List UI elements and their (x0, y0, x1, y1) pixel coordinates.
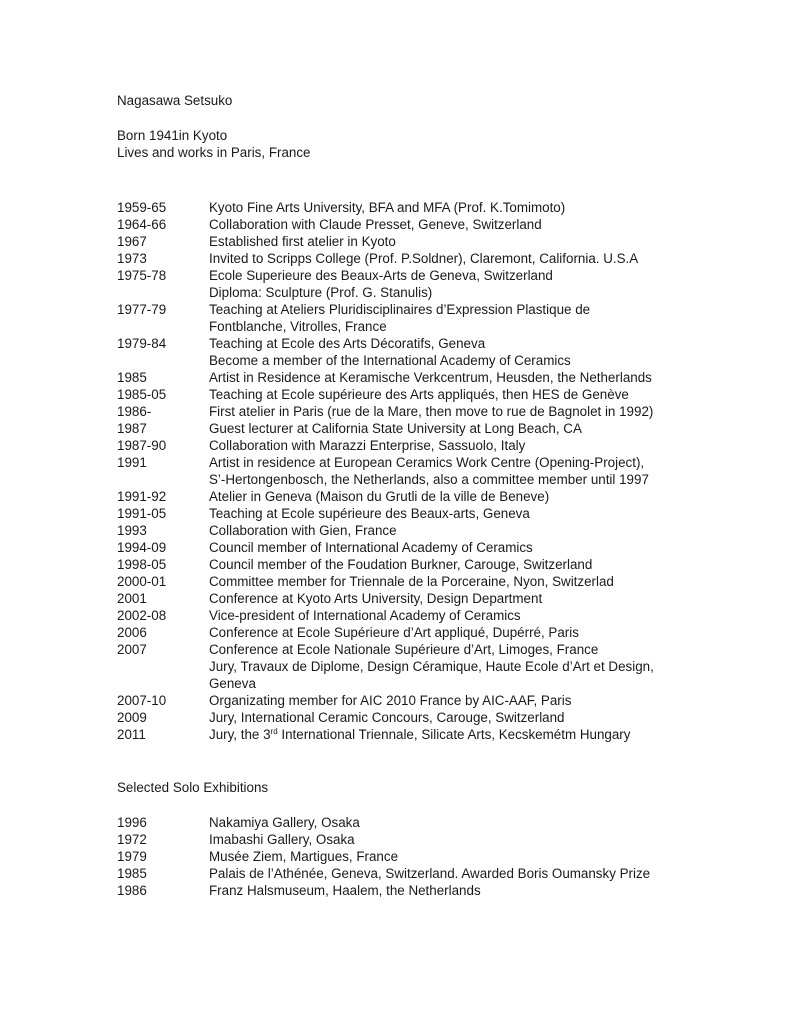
exhibition-year: 1986 (117, 883, 147, 898)
cv-text: Jury, the 3 (209, 727, 271, 742)
cv-year: 2001 (117, 591, 147, 606)
cv-year (117, 284, 209, 301)
bio-block (117, 127, 757, 161)
cv-entry (117, 556, 757, 573)
cv-description: Diploma: Sculpture (Prof. G. Stanulis) (209, 285, 433, 300)
cv-description: Teaching at Ateliers Pluridisciplinaires d’Expression Plastique de (209, 302, 591, 317)
cv-entry (117, 199, 757, 216)
cv-entry (117, 505, 757, 522)
exhibition-venue: Imabashi Gallery, Osaka (209, 832, 355, 847)
exhibition-venue: Palais de l’Athénée, Geneva, Switzerland. Awarded Boris Oumansky Prize (209, 866, 651, 881)
cv-year: 1987-90 (117, 438, 167, 453)
cv-entry (117, 590, 757, 607)
cv-entry-continuation (117, 675, 757, 692)
cv-entry (117, 522, 757, 539)
cv-list (117, 199, 757, 726)
cv-year: 2009 (117, 710, 147, 725)
cv-entry (117, 726, 757, 743)
cv-year: 1973 (117, 251, 147, 266)
artist-name: Nagasawa Setsuko (117, 93, 233, 108)
cv-entry-continuation (117, 284, 757, 301)
cv-entry-continuation (117, 352, 757, 369)
cv-description: S’-Hertongenbosch, the Netherlands, also a committee member until 1997 (209, 472, 649, 487)
cv-description: Guest lecturer at California State University at Long Beach, CA (209, 421, 582, 436)
exhibition-venue: Franz Halsmuseum, Haalem, the Netherlands (209, 883, 481, 898)
cv-entry-continuation (117, 658, 757, 675)
cv-year: 1977-79 (117, 302, 167, 317)
cv-year: 1986- (117, 404, 152, 419)
cv-entry (117, 301, 757, 318)
exhibition-entry (117, 814, 757, 831)
cv-entry (117, 437, 757, 454)
cv-description: Become a member of the International Academy of Ceramics (209, 353, 571, 368)
exhibition-year: 1979 (117, 849, 147, 864)
cv-description: Teaching at Ecole supérieure des Beaux-arts, Geneva (209, 506, 530, 521)
cv-year (117, 675, 209, 692)
cv-description: Kyoto Fine Arts University, BFA and MFA (Prof. K.Tomimoto) (209, 200, 566, 215)
cv-entry (117, 539, 757, 556)
cv-entry (117, 233, 757, 250)
cv-year: 2006 (117, 625, 147, 640)
exhibition-year: 1985 (117, 866, 147, 881)
cv-year: 2007-10 (117, 693, 167, 708)
cv-year: 1975-78 (117, 268, 167, 283)
cv-year: 1998-05 (117, 557, 167, 572)
cv-description: Committee member for Triennale de la Porceraine, Nyon, Switzerlad (209, 574, 614, 589)
cv-entry (117, 335, 757, 352)
cv-year: 1987 (117, 421, 147, 436)
exhibition-venue: Nakamiya Gallery, Osaka (209, 815, 360, 830)
document-page (117, 92, 757, 899)
cv-year: 2007 (117, 642, 147, 657)
cv-entry (117, 267, 757, 284)
cv-entry (117, 624, 757, 641)
cv-entry (117, 403, 757, 420)
cv-description: Council member of the Foudation Burkner, Carouge, Switzerland (209, 557, 593, 572)
cv-year (117, 658, 209, 675)
cv-description: Fontblanche, Vitrolles, France (209, 319, 387, 334)
cv-entry (117, 709, 757, 726)
residence-info: Lives and works in Paris, France (117, 145, 311, 160)
cv-entry (117, 573, 757, 590)
cv-description: Organizating member for AIC 2010 France by AIC-AAF, Paris (209, 693, 572, 708)
exhibition-entry (117, 882, 757, 899)
cv-year: 2011 (117, 727, 146, 742)
cv-entry (117, 488, 757, 505)
cv-entry (117, 454, 757, 471)
birth-info: Born 1941in Kyoto (117, 128, 228, 143)
cv-entry (117, 250, 757, 267)
cv-description: Invited to Scripps College (Prof. P.Soldner), Claremont, California. U.S.A (209, 251, 639, 266)
cv-year: 1967 (117, 234, 147, 249)
exhibition-entry (117, 865, 757, 882)
cv-description: Collaboration with Gien, France (209, 523, 397, 538)
cv-entry (117, 692, 757, 709)
cv-description: Collaboration with Claude Presset, Geneve, Switzerland (209, 217, 542, 232)
cv-description: First atelier in Paris (rue de la Mare, then move to rue de Bagnolet in 1992) (209, 404, 654, 419)
cv-description: Ecole Superieure des Beaux-Arts de Geneva, Switzerland (209, 268, 553, 283)
cv-description: Teaching at Ecole supérieure des Arts appliqués, then HES de Genève (209, 387, 629, 402)
cv-description: Jury, Travaux de Diplome, Design Céramique, Haute Ecole d’Art et Design, (209, 659, 654, 674)
exhibition-entry (117, 848, 757, 865)
cv-year: 1994-09 (117, 540, 167, 555)
cv-description (209, 726, 757, 743)
cv-description: Artist in residence at European Ceramics Work Centre (Opening-Project), (209, 455, 645, 470)
cv-year: 1979-84 (117, 336, 167, 351)
cv-year: 1985 (117, 370, 147, 385)
cv-description: Collaboration with Marazzi Enterprise, Sassuolo, Italy (209, 438, 526, 453)
exhibition-entry (117, 831, 757, 848)
cv-description: Atelier in Geneva (Maison du Grutli de la ville de Beneve) (209, 489, 550, 504)
cv-year: 1964-66 (117, 217, 167, 232)
exhibition-year: 1972 (117, 832, 147, 847)
cv-year: 2002-08 (117, 608, 167, 623)
solo-exhibitions-list (117, 814, 757, 899)
cv-year (117, 318, 209, 335)
cv-year: 1991 (117, 455, 147, 470)
exhibition-year: 1996 (117, 815, 147, 830)
cv-year: 1993 (117, 523, 147, 538)
cv-entry-continuation (117, 318, 757, 335)
cv-year: 1991-92 (117, 489, 167, 504)
cv-entry (117, 216, 757, 233)
cv-year: 1959-65 (117, 200, 167, 215)
cv-description: Artist in Residence at Keramische Verkcentrum, Heusden, the Netherlands (209, 370, 652, 385)
cv-entry (117, 420, 757, 437)
cv-entry (117, 386, 757, 403)
cv-year: 1991-05 (117, 506, 167, 521)
cv-entry (117, 369, 757, 386)
cv-description: Conference at Ecole Supérieure d’Art appliqué, Dupérré, Paris (209, 625, 579, 640)
cv-description: Established first atelier in Kyoto (209, 234, 396, 249)
cv-entry (117, 641, 757, 658)
solo-exhibitions-heading: Selected Solo Exhibitions (117, 780, 269, 795)
cv-entry (117, 607, 757, 624)
cv-year (117, 471, 209, 488)
cv-text: International Triennale, Silicate Arts, Kecskemétm Hungary (277, 727, 631, 742)
cv-description: Conference at Kyoto Arts University, Design Department (209, 591, 543, 606)
cv-description: Teaching at Ecole des Arts Décoratifs, Geneva (209, 336, 486, 351)
cv-entry-continuation (117, 471, 757, 488)
cv-description: Council member of International Academy of Ceramics (209, 540, 533, 555)
cv-description: Jury, International Ceramic Concours, Carouge, Switzerland (209, 710, 565, 725)
exhibition-venue: Musée Ziem, Martigues, France (209, 849, 399, 864)
cv-description: Geneva (209, 676, 256, 691)
cv-year (117, 352, 209, 369)
cv-description: Vice-president of International Academy of Ceramics (209, 608, 521, 623)
cv-description: Conference at Ecole Nationale Supérieure d’Art, Limoges, France (209, 642, 599, 657)
cv-year: 2000-01 (117, 574, 167, 589)
cv-year: 1985-05 (117, 387, 167, 402)
ordinal-suffix: rd (270, 727, 278, 736)
